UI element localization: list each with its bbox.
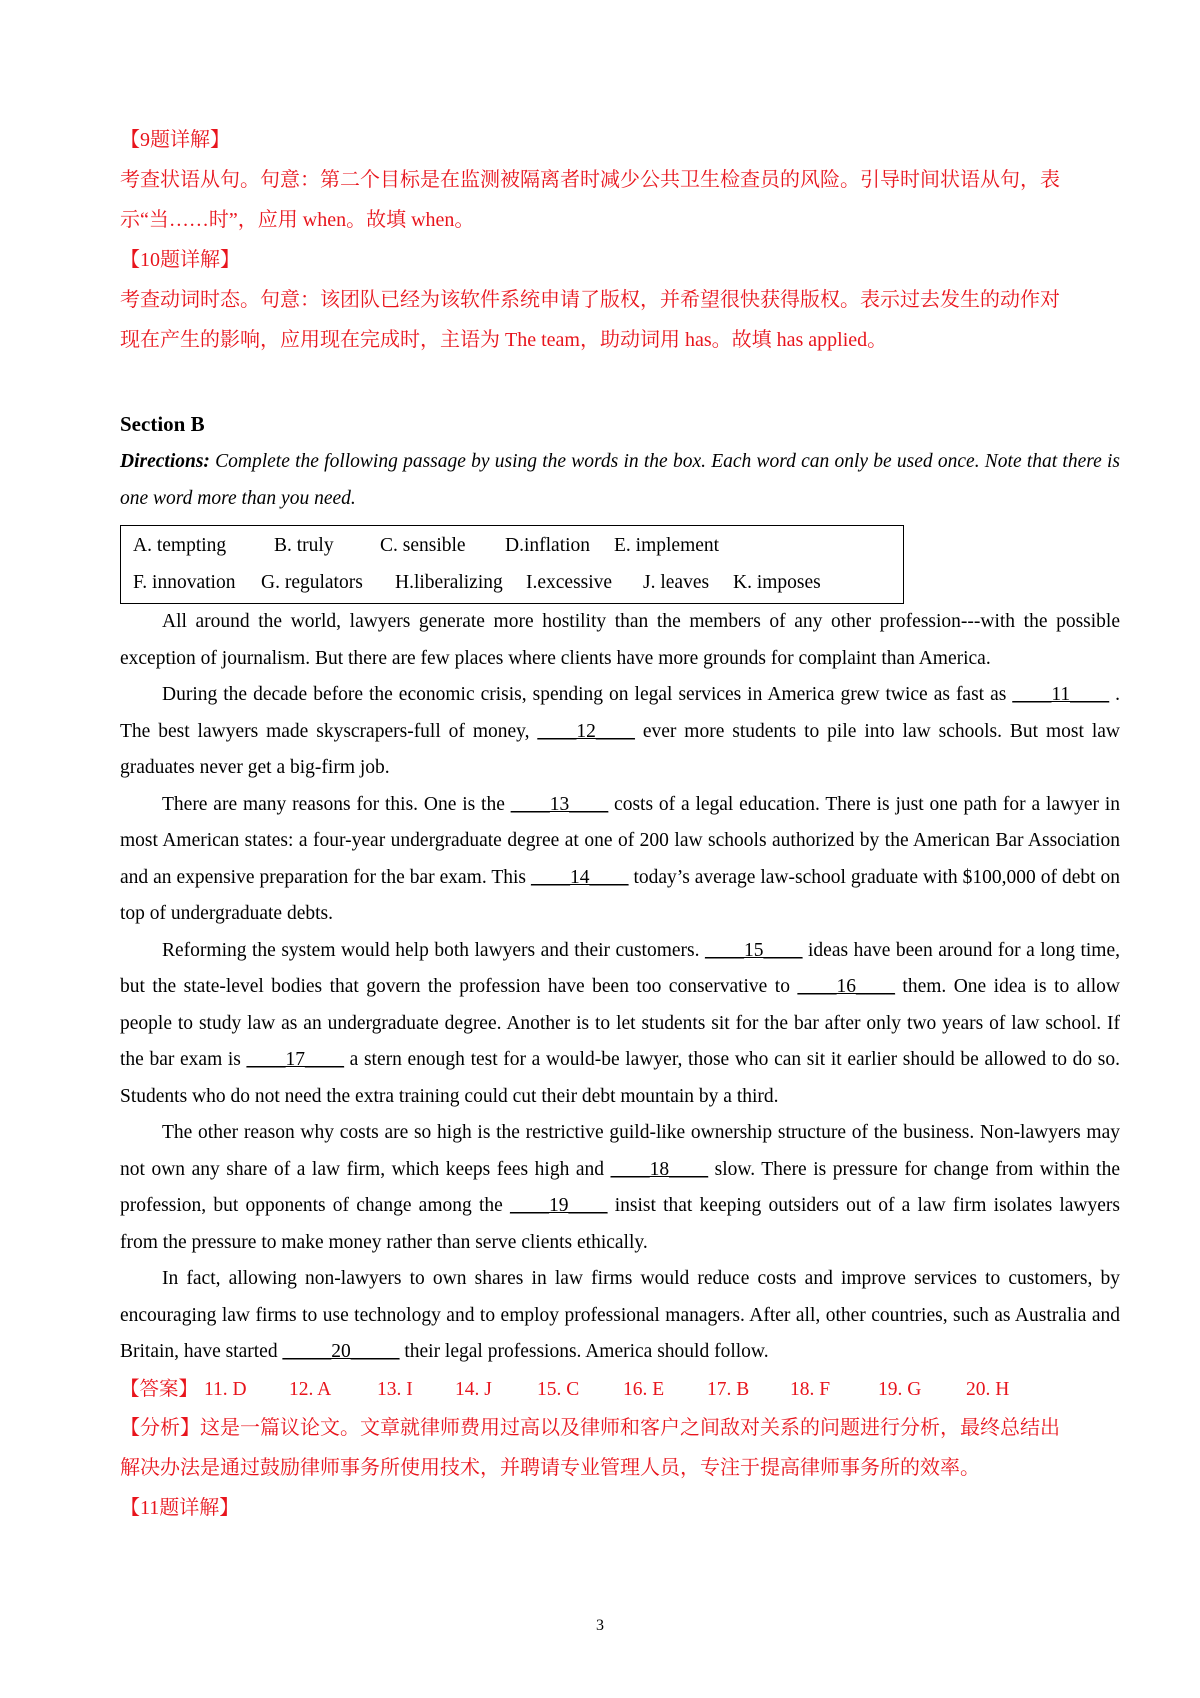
word-option: H.liberalizing [395, 571, 503, 593]
answer-item: 17. B [707, 1378, 750, 1400]
answer-item: 13. I [377, 1378, 413, 1400]
answer-item: 19. G [878, 1378, 922, 1400]
page-number: 3 [596, 1617, 604, 1634]
answer-item: 20. H [966, 1378, 1010, 1400]
answer-item: 18. F [790, 1378, 831, 1400]
word-option: E. implement [614, 535, 720, 556]
document-page [120, 120, 1120, 1528]
blank-16: ____16____ [797, 976, 895, 997]
answer-item: 15. C [537, 1378, 580, 1400]
word-option: C. sensible [380, 535, 466, 556]
q11-header: 【11题详解】 [120, 1496, 240, 1519]
blank-18: ____18____ [610, 1158, 709, 1180]
passage-paragraph-2 [120, 677, 1120, 787]
q9-explanation-line2: 示“当……时”，应用 when。故填 when。 [120, 209, 475, 231]
blank-20: _____20_____ [282, 1341, 400, 1362]
q10-header: 【10题详解】 [120, 249, 240, 271]
passage-text: today’s average law-school graduate with $100,000 of debt on top of undergraduate debts. [120, 866, 1120, 924]
passage-text: insist that keeping outsiders out of a law firm isolates lawyers from the pressure to make money rather than serve clients ethically. [120, 1195, 1121, 1253]
answer-label: 【答案】 [120, 1378, 199, 1400]
analysis-line2: 解决办法是通过鼓励律师事务所使用技术，并聘请专业管理人员，专注于提高律师事务所的效率。 [120, 1456, 980, 1479]
passage-text: ideas have been around for a long time, but the state-level bodies that govern the profession have been too conservative to [120, 939, 1120, 997]
passage-text: In fact, allowing non-lawyers to own shares in law firms would reduce costs and improve services to customers, by encouraging law firms to use technology and to employ professional managers. After all, other countries, such as Australia and Britain, have started [120, 1268, 1120, 1362]
passage-text: a stern enough test for a would-be lawyer, those who can sit it earlier should be allowed to do so. Students who do not need the extra training could cut their debt mountain by a third. [120, 1049, 1120, 1107]
answer-item: 14. J [455, 1378, 492, 1400]
word-option: B. truly [274, 535, 334, 556]
blank-14: ____14____ [530, 866, 629, 888]
blank-19: ____19____ [510, 1195, 608, 1216]
word-option: D.inflation [505, 535, 591, 556]
passage-text: During the decade before the economic crisis, spending on legal services in America grew twice as fast as [162, 684, 1013, 705]
answer-item: 16. E [623, 1378, 665, 1400]
directions-text: Complete the following passage by using the words in the box. Each word can only be used once. Note that there is one word more than you need. [120, 451, 1120, 509]
passage-text: slow. There is pressure for change from within the profession, but opponents of change among the [120, 1158, 1120, 1216]
word-option: K. imposes [733, 571, 821, 593]
passage-text: The other reason why costs are so high is the restrictive guild-like ownership structure of the business. Non-lawyers may not own any share of a law firm, which keeps fees high and [120, 1122, 1120, 1180]
passage-text: their legal professions. America should follow. [399, 1341, 769, 1362]
passage-text: them. One idea is to allow people to study law as an undergraduate degree. Another is to let students sit for the bar after only two years of law school. If the bar exam is [120, 976, 1121, 1070]
answer-item: 11. D [204, 1378, 247, 1400]
q9-header: 【9题详解】 [120, 129, 230, 151]
passage-text: costs of a legal education. There is just one path for a lawyer in most American states: a four-year undergraduate degree at one of 200 law schools authorized by the American Bar Association and an expensive preparation for the bar exam. This [120, 793, 1120, 888]
passage-text: Reforming the system would help both lawyers and their customers. [162, 939, 705, 961]
blank-12: ____12____ [537, 720, 635, 742]
analysis-line1: 【分析】这是一篇议论文。文章就律师费用过高以及律师和客户之间敌对关系的问题进行分析，最终总结出 [120, 1416, 1060, 1439]
word-option: F. innovation [133, 571, 236, 593]
answer-item: 12. A [289, 1378, 332, 1400]
word-option: J. leaves [643, 571, 710, 593]
q10-explanation-line1: 考查动词时态。句意：该团队已经为该软件系统申请了版权，并希望很快获得版权。表示过去发生的动作对 [120, 289, 1060, 311]
word-option: G. regulators [261, 571, 363, 593]
q9-explanation-line1: 考查状语从句。句意：第二个目标是在监测被隔离者时减少公共卫生检查员的风险。引导时间状语从句，表 [120, 169, 1060, 191]
word-option: I.excessive [526, 571, 613, 593]
passage-paragraph-6 [120, 1261, 1120, 1371]
blank-11: ____11____ [1012, 684, 1110, 705]
passage-paragraph-3 [120, 787, 1120, 933]
passage-paragraph-1: All around the world, lawyers generate more hostility than the members of any other profession---with the possible exception of journalism. But there are few places where clients have more grounds for complaint than America. [120, 611, 1120, 669]
section-b-title: Section B [120, 412, 205, 436]
answer-key [120, 1371, 1120, 1408]
word-option: A. tempting [133, 535, 227, 556]
directions [120, 444, 1120, 517]
word-box-row-1 [133, 528, 903, 565]
passage-paragraph-5 [120, 1115, 1120, 1261]
word-box-row-2 [133, 565, 903, 602]
directions-label: Directions: [120, 451, 210, 472]
passage-text: ever more students to pile into law schools. But most law graduates never get a big-firm job. [120, 720, 1120, 778]
blank-13: ____13____ [510, 793, 609, 815]
word-box [120, 525, 904, 604]
passage-paragraph-4 [120, 933, 1120, 1116]
passage-text: There are many reasons for this. One is the [162, 793, 511, 815]
blank-15: ____15____ [705, 939, 803, 961]
blank-17: ____17____ [246, 1049, 345, 1070]
passage-text: . The best lawyers made skyscrapers-full of money, [120, 684, 1121, 742]
q10-explanation-line2: 现在产生的影响，应用现在完成时，主语为 The team，助动词用 has。故填 has applied。 [120, 329, 888, 351]
